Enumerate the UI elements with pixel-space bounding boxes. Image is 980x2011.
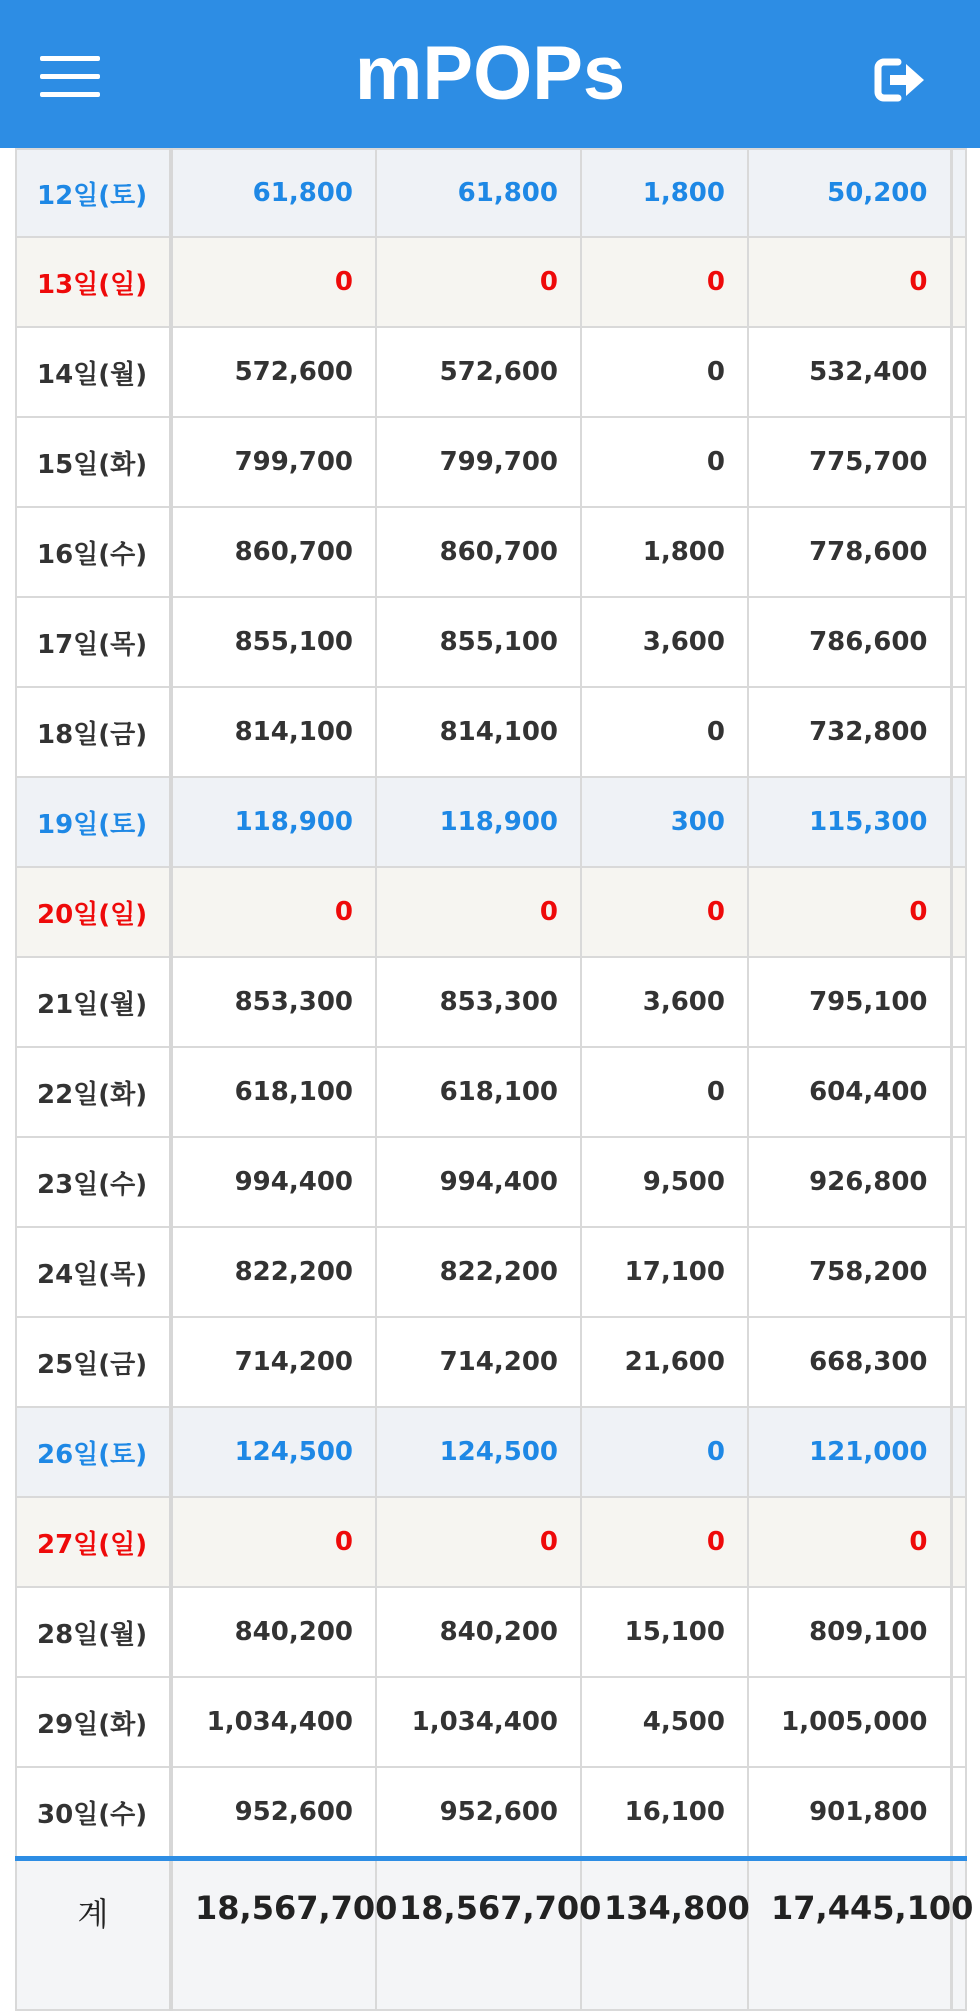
value-cell-1: 572,600 <box>171 327 376 417</box>
value-cell-4: 0 <box>748 867 951 957</box>
table-edge-cell <box>951 1859 966 2011</box>
value-cell-1: 714,200 <box>171 1317 376 1407</box>
table-edge-cell <box>951 327 966 417</box>
table-row <box>16 1047 966 1137</box>
app-header <box>0 0 980 148</box>
value-cell-4: 926,800 <box>748 1137 951 1227</box>
date-cell: 20일(일) <box>16 867 171 957</box>
date-cell: 30일(수) <box>16 1767 171 1859</box>
value-cell-1: 0 <box>171 237 376 327</box>
value-cell-1: 822,200 <box>171 1227 376 1317</box>
table-row <box>16 327 966 417</box>
value-cell-3: 21,600 <box>581 1317 748 1407</box>
table-row <box>16 1677 966 1767</box>
table-edge-cell <box>951 1587 966 1677</box>
value-cell-4: 778,600 <box>748 507 951 597</box>
table-edge-cell <box>951 417 966 507</box>
value-cell-4: 17,445,100 <box>748 1859 951 2011</box>
value-cell-4: 775,700 <box>748 417 951 507</box>
value-cell-2: 994,400 <box>376 1137 581 1227</box>
value-cell-1: 840,200 <box>171 1587 376 1677</box>
value-cell-3: 0 <box>581 1407 748 1497</box>
table-edge-cell <box>951 1317 966 1407</box>
value-cell-4: 668,300 <box>748 1317 951 1407</box>
value-cell-3: 15,100 <box>581 1587 748 1677</box>
value-cell-4: 795,100 <box>748 957 951 1047</box>
date-cell: 17일(목) <box>16 597 171 687</box>
value-cell-2: 618,100 <box>376 1047 581 1137</box>
table-row <box>16 597 966 687</box>
date-cell: 21일(월) <box>16 957 171 1047</box>
value-cell-4: 121,000 <box>748 1407 951 1497</box>
date-cell: 12일(토) <box>16 149 171 237</box>
table-row <box>16 777 966 867</box>
value-cell-4: 532,400 <box>748 327 951 417</box>
value-cell-3: 0 <box>581 237 748 327</box>
value-cell-2: 855,100 <box>376 597 581 687</box>
table-row <box>16 417 966 507</box>
table-row <box>16 687 966 777</box>
value-cell-2: 799,700 <box>376 417 581 507</box>
date-cell: 29일(화) <box>16 1677 171 1767</box>
value-cell-3: 3,600 <box>581 957 748 1047</box>
table-row <box>16 867 966 957</box>
value-cell-1: 61,800 <box>171 149 376 237</box>
value-cell-2: 840,200 <box>376 1587 581 1677</box>
value-cell-1: 0 <box>171 1497 376 1587</box>
value-cell-2: 952,600 <box>376 1767 581 1859</box>
table-edge-cell <box>951 1497 966 1587</box>
table-edge-cell <box>951 1767 966 1859</box>
value-cell-2: 118,900 <box>376 777 581 867</box>
date-cell: 28일(월) <box>16 1587 171 1677</box>
value-cell-3: 3,600 <box>581 597 748 687</box>
date-cell: 19일(토) <box>16 777 171 867</box>
value-cell-4: 604,400 <box>748 1047 951 1137</box>
value-cell-2: 860,700 <box>376 507 581 597</box>
date-cell: 22일(화) <box>16 1047 171 1137</box>
table-edge-cell <box>951 1047 966 1137</box>
value-cell-4: 0 <box>748 1497 951 1587</box>
value-cell-2: 822,200 <box>376 1227 581 1317</box>
date-cell: 14일(월) <box>16 327 171 417</box>
table-edge-cell <box>951 1677 966 1767</box>
value-cell-3: 0 <box>581 867 748 957</box>
value-cell-4: 758,200 <box>748 1227 951 1317</box>
table-edge-cell <box>951 867 966 957</box>
value-cell-4: 809,100 <box>748 1587 951 1677</box>
date-cell: 23일(수) <box>16 1137 171 1227</box>
date-cell: 27일(일) <box>16 1497 171 1587</box>
date-cell: 13일(일) <box>16 237 171 327</box>
date-cell: 18일(금) <box>16 687 171 777</box>
value-cell-3: 1,800 <box>581 149 748 237</box>
value-cell-3: 0 <box>581 687 748 777</box>
value-cell-3: 1,800 <box>581 507 748 597</box>
table-row <box>16 237 966 327</box>
table-edge-cell <box>951 957 966 1047</box>
logout-icon[interactable] <box>874 56 930 104</box>
table-edge-cell <box>951 507 966 597</box>
date-cell: 16일(수) <box>16 507 171 597</box>
table-edge-cell <box>951 687 966 777</box>
value-cell-1: 0 <box>171 867 376 957</box>
value-cell-1: 994,400 <box>171 1137 376 1227</box>
value-cell-1: 952,600 <box>171 1767 376 1859</box>
value-cell-3: 300 <box>581 777 748 867</box>
app-title: mPOPs <box>354 31 626 116</box>
value-cell-1: 18,567,700 <box>171 1859 376 2011</box>
value-cell-2: 0 <box>376 867 581 957</box>
value-cell-2: 124,500 <box>376 1407 581 1497</box>
value-cell-2: 0 <box>376 237 581 327</box>
daily-sales-table <box>15 148 974 2011</box>
value-cell-3: 17,100 <box>581 1227 748 1317</box>
value-cell-2: 714,200 <box>376 1317 581 1407</box>
value-cell-1: 853,300 <box>171 957 376 1047</box>
value-cell-3: 0 <box>581 327 748 417</box>
value-cell-1: 124,500 <box>171 1407 376 1497</box>
table-row <box>16 1587 966 1677</box>
table-row <box>16 1137 966 1227</box>
value-cell-2: 1,034,400 <box>376 1677 581 1767</box>
value-cell-1: 814,100 <box>171 687 376 777</box>
table-edge-cell <box>951 1407 966 1497</box>
value-cell-3: 0 <box>581 1047 748 1137</box>
value-cell-2: 0 <box>376 1497 581 1587</box>
table-edge-cell <box>951 1227 966 1317</box>
value-cell-3: 134,800 <box>581 1859 748 2011</box>
table-edge-cell <box>951 237 966 327</box>
table-edge-cell <box>951 777 966 867</box>
date-cell: 26일(토) <box>16 1407 171 1497</box>
value-cell-2: 853,300 <box>376 957 581 1047</box>
value-cell-1: 618,100 <box>171 1047 376 1137</box>
table-row <box>16 149 966 237</box>
value-cell-4: 901,800 <box>748 1767 951 1859</box>
table-row <box>16 957 966 1047</box>
table-row <box>16 1497 966 1587</box>
date-cell: 15일(화) <box>16 417 171 507</box>
value-cell-4: 115,300 <box>748 777 951 867</box>
value-cell-3: 16,100 <box>581 1767 748 1859</box>
value-cell-1: 855,100 <box>171 597 376 687</box>
value-cell-4: 50,200 <box>748 149 951 237</box>
value-cell-2: 814,100 <box>376 687 581 777</box>
value-cell-1: 1,034,400 <box>171 1677 376 1767</box>
table-edge-cell <box>951 597 966 687</box>
date-cell: 25일(금) <box>16 1317 171 1407</box>
value-cell-3: 9,500 <box>581 1137 748 1227</box>
value-cell-3: 0 <box>581 1497 748 1587</box>
table-row <box>16 1227 966 1317</box>
table-row <box>16 1767 966 1859</box>
table-edge-cell <box>951 149 966 237</box>
value-cell-4: 786,600 <box>748 597 951 687</box>
total-row <box>16 1859 966 2011</box>
value-cell-2: 61,800 <box>376 149 581 237</box>
table-edge-cell <box>951 1137 966 1227</box>
value-cell-4: 732,800 <box>748 687 951 777</box>
value-cell-2: 572,600 <box>376 327 581 417</box>
value-cell-4: 1,005,000 <box>748 1677 951 1767</box>
value-cell-1: 118,900 <box>171 777 376 867</box>
table-row <box>16 1407 966 1497</box>
date-cell: 24일(목) <box>16 1227 171 1317</box>
date-cell: 계 <box>16 1859 171 2011</box>
value-cell-1: 799,700 <box>171 417 376 507</box>
value-cell-1: 860,700 <box>171 507 376 597</box>
value-cell-3: 4,500 <box>581 1677 748 1767</box>
value-cell-3: 0 <box>581 417 748 507</box>
table-row <box>16 1317 966 1407</box>
value-cell-2: 18,567,700 <box>376 1859 581 2011</box>
table-row <box>16 507 966 597</box>
value-cell-4: 0 <box>748 237 951 327</box>
